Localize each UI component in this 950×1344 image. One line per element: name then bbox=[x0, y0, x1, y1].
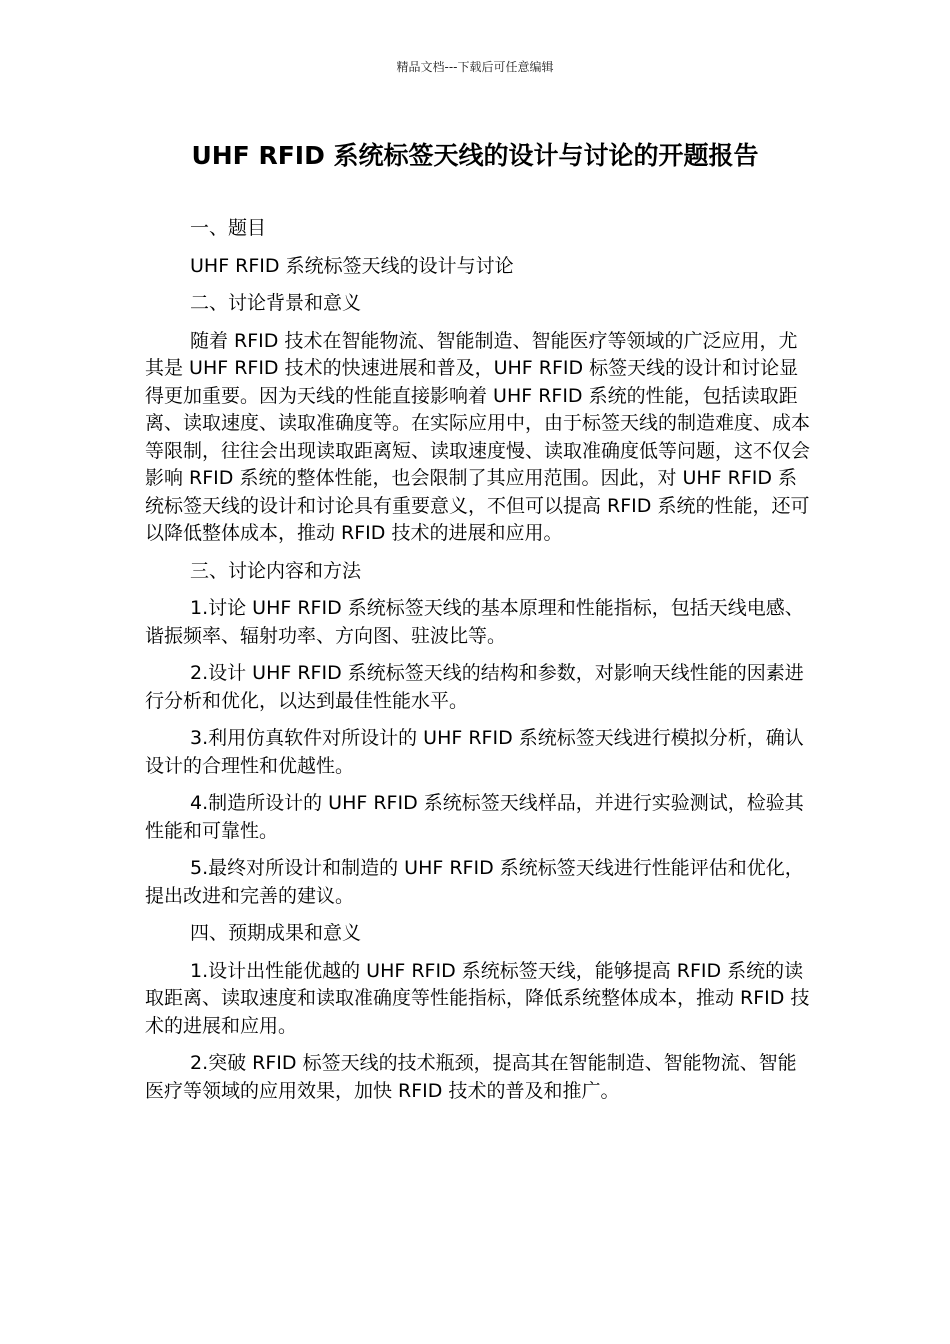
section-heading-topic: 一、题目 bbox=[190, 217, 267, 239]
document-body bbox=[145, 215, 815, 1115]
section-heading-content-methods: 三、讨论内容和方法 bbox=[190, 559, 362, 582]
section-heading-expected-results: 四、预期成果和意义 bbox=[190, 922, 362, 944]
method-item-2: 2.设计 UHF RFID 系统标签天线的结构和参数，对影响天线性能的因素进行分析和优化，以达到最佳性能水平。 bbox=[145, 662, 804, 712]
result-item-1: 1.设计出性能优越的 UHF RFID 系统标签天线，能够提高 RFID 系统的读取距离、读取速度和读取准确度等性能指标，降低系统整体成本，推动 RFID 技术的进展和应用。 bbox=[145, 959, 810, 1037]
page-header: 精品文档---下载后可任意编辑 bbox=[396, 60, 554, 74]
topic-text: UHF RFID 系统标签天线的设计与讨论 bbox=[190, 254, 514, 277]
document-title: UHF RFID 系统标签天线的设计与讨论的开题报告 bbox=[191, 141, 759, 170]
method-item-4: 4.制造所设计的 UHF RFID 系统标签天线样品，并进行实验测试，检验其性能和可靠性。 bbox=[145, 792, 804, 842]
method-item-1: 1.讨论 UHF RFID 系统标签天线的基本原理和性能指标，包括天线电感、谐振频率、辐射功率、方向图、驻波比等。 bbox=[145, 597, 804, 647]
method-item-5: 5.最终对所设计和制造的 UHF RFID 系统标签天线进行性能评估和优化，提出改进和完善的建议。 bbox=[145, 857, 804, 907]
section-heading-background: 二、讨论背景和意义 bbox=[190, 292, 362, 314]
background-paragraph: 随着 RFID 技术在智能物流、智能制造、智能医疗等领域的广泛应用，尤其是 UHF RFID 技术的快速进展和普及，UHF RFID 标签天线的设计和讨论显得更加重要。因为天线的性能直接影响着 UHF RFID 系统的性能，包括读取距离、读取速度、读取准确度等。在实际应用中，由于标签天线的制造难度、成本等限制，往往会出现读取距离短、读取速度慢、读取准确度低等问题，这不仅会影响 RFID 系统的整体性能，也会限制了其应用范围。因此，对 UHF RFID 系统标签天线的设计和讨论具有重要意义，不但可以提高 RFID 系统的性能，还可以降低整体成本，推动 RFID 技术的进展和应用。 bbox=[145, 329, 811, 544]
method-item-3: 3.利用仿真软件对所设计的 UHF RFID 系统标签天线进行模拟分析，确认设计的合理性和优越性。 bbox=[145, 727, 804, 777]
result-item-2: 2.突破 RFID 标签天线的技术瓶颈，提高其在智能制造、智能物流、智能医疗等领域的应用效果，加快 RFID 技术的普及和推广。 bbox=[145, 1052, 797, 1102]
